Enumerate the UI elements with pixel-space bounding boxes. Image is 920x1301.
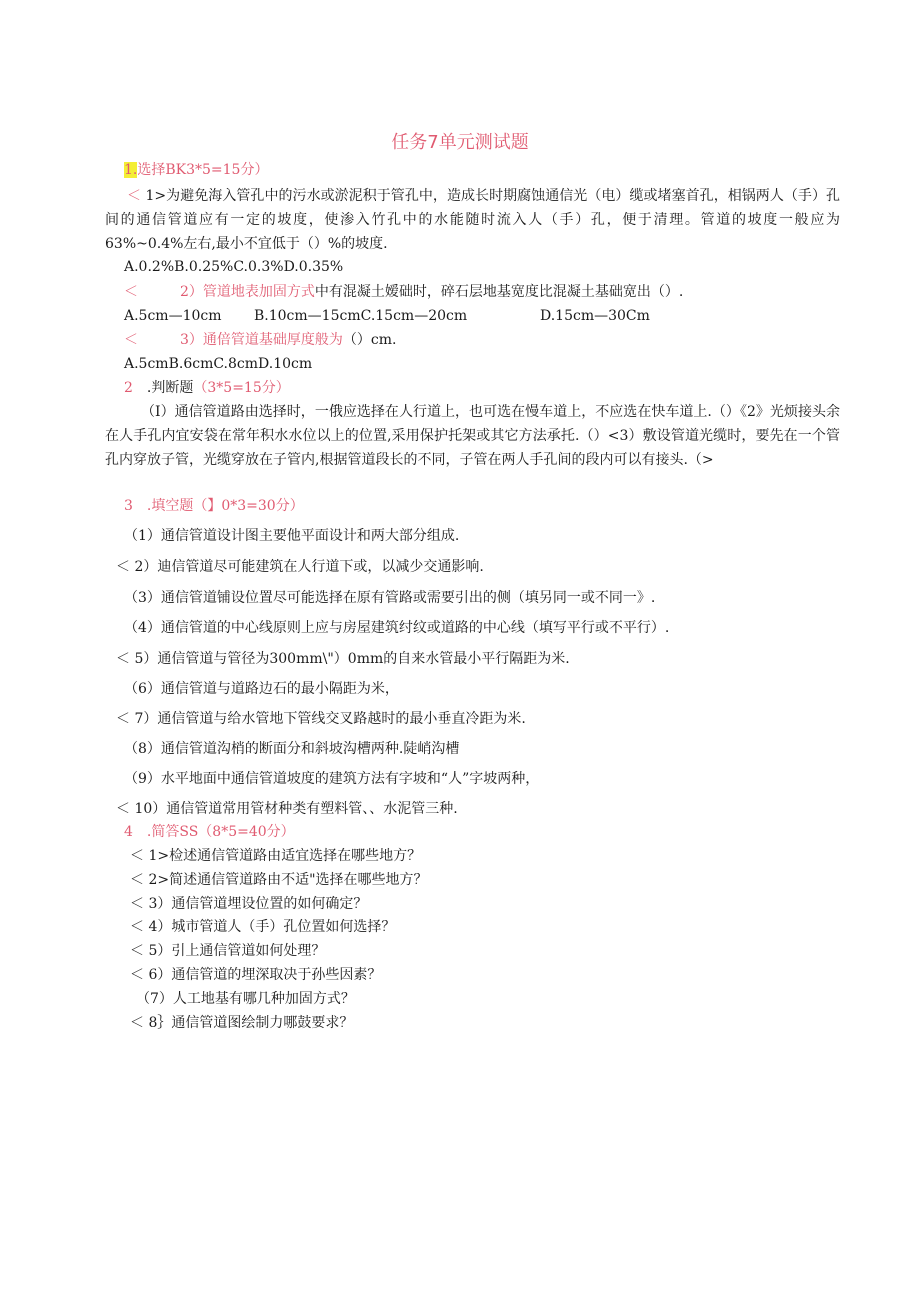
short-answer-1: ＜ 1>检述通信管道路由适宜选择在哪些地方？ [130, 848, 422, 864]
question-1-2-option-d: D.15cm—30Cm [540, 308, 650, 324]
short-answer-7: （7）人工地基有哪几种加固方式？ [136, 991, 355, 1007]
section-2-paragraph [105, 400, 840, 472]
fill-item-5: ＜ 5）通信管道与管径为300mm\"）0mm的自来水管最小平行隔距为米. [116, 651, 570, 667]
question-1-2-option-bc: B.10cm—15cmC.15cm—20cm [254, 308, 468, 324]
section-2-number: 2 [124, 380, 133, 396]
fill-item-4: （4）通信管道的中心线原则上应与房屋建筑纣纹或道路的中心线（填写平行或不平行）. [124, 620, 670, 636]
section-2-score: （3*5=15分） [193, 380, 290, 396]
question-1-1-text: 1>为避免海入管孔中的污水或淤泥积于管孔中，造成长时期腐蚀通信光（电）缆或堵塞首孔，相锅两人（手）孔间的通信管道应有一定的坡度，使渗入竹孔中的水能随时流入人（手）孔，便于清理。管道的坡度一般应为63%~0.4%左右,最小不宜低于（）%的坡度. [105, 188, 841, 252]
fill-item-10: ＜ 10）通信管道常用管材种类有塑料管、、水泥管三种. [116, 801, 458, 817]
question-1-2 [124, 282, 683, 302]
section-1-label: 选择BK3*5=15分） [137, 162, 269, 178]
question-1-3-text: （）cm. [342, 332, 397, 348]
short-answer-6: ＜ 6）通信管道的埋深取决于孙些因素？ [130, 967, 382, 983]
question-1-3-options: A.5cmB.6cmC.8cmD.10cm [124, 356, 313, 372]
section-4-heading: 4 .简答SS（8*5=40分） [124, 824, 295, 840]
question-1-2-prefix: ＜ 2）管道地表加固方式 [124, 284, 315, 300]
section-2-label: .判断题 [146, 380, 194, 396]
short-answer-3: ＜ 3）通信管道埋设位置的如何确定？ [130, 896, 368, 912]
short-answer-8: ＜ 8｝通信管道图绘制力哪鼓要求？ [130, 1015, 354, 1031]
question-1-2-text: 中有混凝土嫒础时，碎石层地基宽度比混凝土基础宽出（）. [314, 284, 684, 300]
page-title: 任务7单元测试题 [391, 132, 529, 153]
question-1-1-mark: ＜ [127, 188, 141, 204]
section-1-number: 1. [124, 162, 138, 178]
question-1-1-options: A.0.2%B.0.25%C.0.3%D.0.35% [124, 259, 344, 275]
short-answer-2: ＜ 2>简述通信管道路由不适"选择在哪些地方？ [130, 872, 428, 888]
question-1-3 [124, 330, 397, 350]
section-2-heading [124, 378, 290, 398]
short-answer-4: ＜ 4）城市管道人（手）孔位置如何选择？ [130, 919, 396, 935]
fill-item-7: ＜ 7）通信管道与给水管地下管线交叉路越时的最小垂直冷距为米. [116, 711, 526, 727]
question-1-3-prefix: ＜ 3）通倍管道基础厚度般为 [124, 332, 343, 348]
section-2-text: （I）通信管道路由选择时，一俄应选择在人行道上，也可选在慢车道上，不应选在快车道上.（）《2》光烦接头余在人手孔内宜安袋在常年积水水位以上的位置,采用保护托架或其它方法承托.（）<3）敷设管道光缆时，要先在一个管孔内穿放子管，光缆穿放在子管内,根据管道段长的不同，子管在两人手孔间的段内可以有接头.（> [105, 404, 840, 468]
section-1-heading [124, 160, 268, 180]
fill-item-3: （3）通信管道铺设位置尽可能选择在原有管路或需要引出的侧（填另同一或不同一》. [124, 590, 656, 606]
fill-item-1: （1）通信管道设计图主要他平面设计和两大部分组成. [124, 528, 460, 544]
question-1-2-option-a: A.5cm—10cm [124, 308, 222, 324]
section-3-heading: 3 .填空题（】0*3=30分） [124, 498, 304, 514]
fill-item-8: （8）通信管道沟梢的断面分和斜坡沟槽两种.陡峭沟槽 [124, 741, 460, 757]
fill-item-9: （9）水平地面中通信管道坡度的建筑方法有字坡和“人”字坡两种， [124, 771, 540, 787]
question-1-1 [105, 184, 840, 256]
fill-item-2: ＜ 2）迪信管道尽可能建筑在人行道下或，以减少交通影响. [116, 559, 484, 575]
fill-item-6: （6）通信管道与道路边石的最小隔距为米， [124, 681, 399, 697]
short-answer-5: ＜ 5）引上通信管道如何处理？ [130, 943, 326, 959]
